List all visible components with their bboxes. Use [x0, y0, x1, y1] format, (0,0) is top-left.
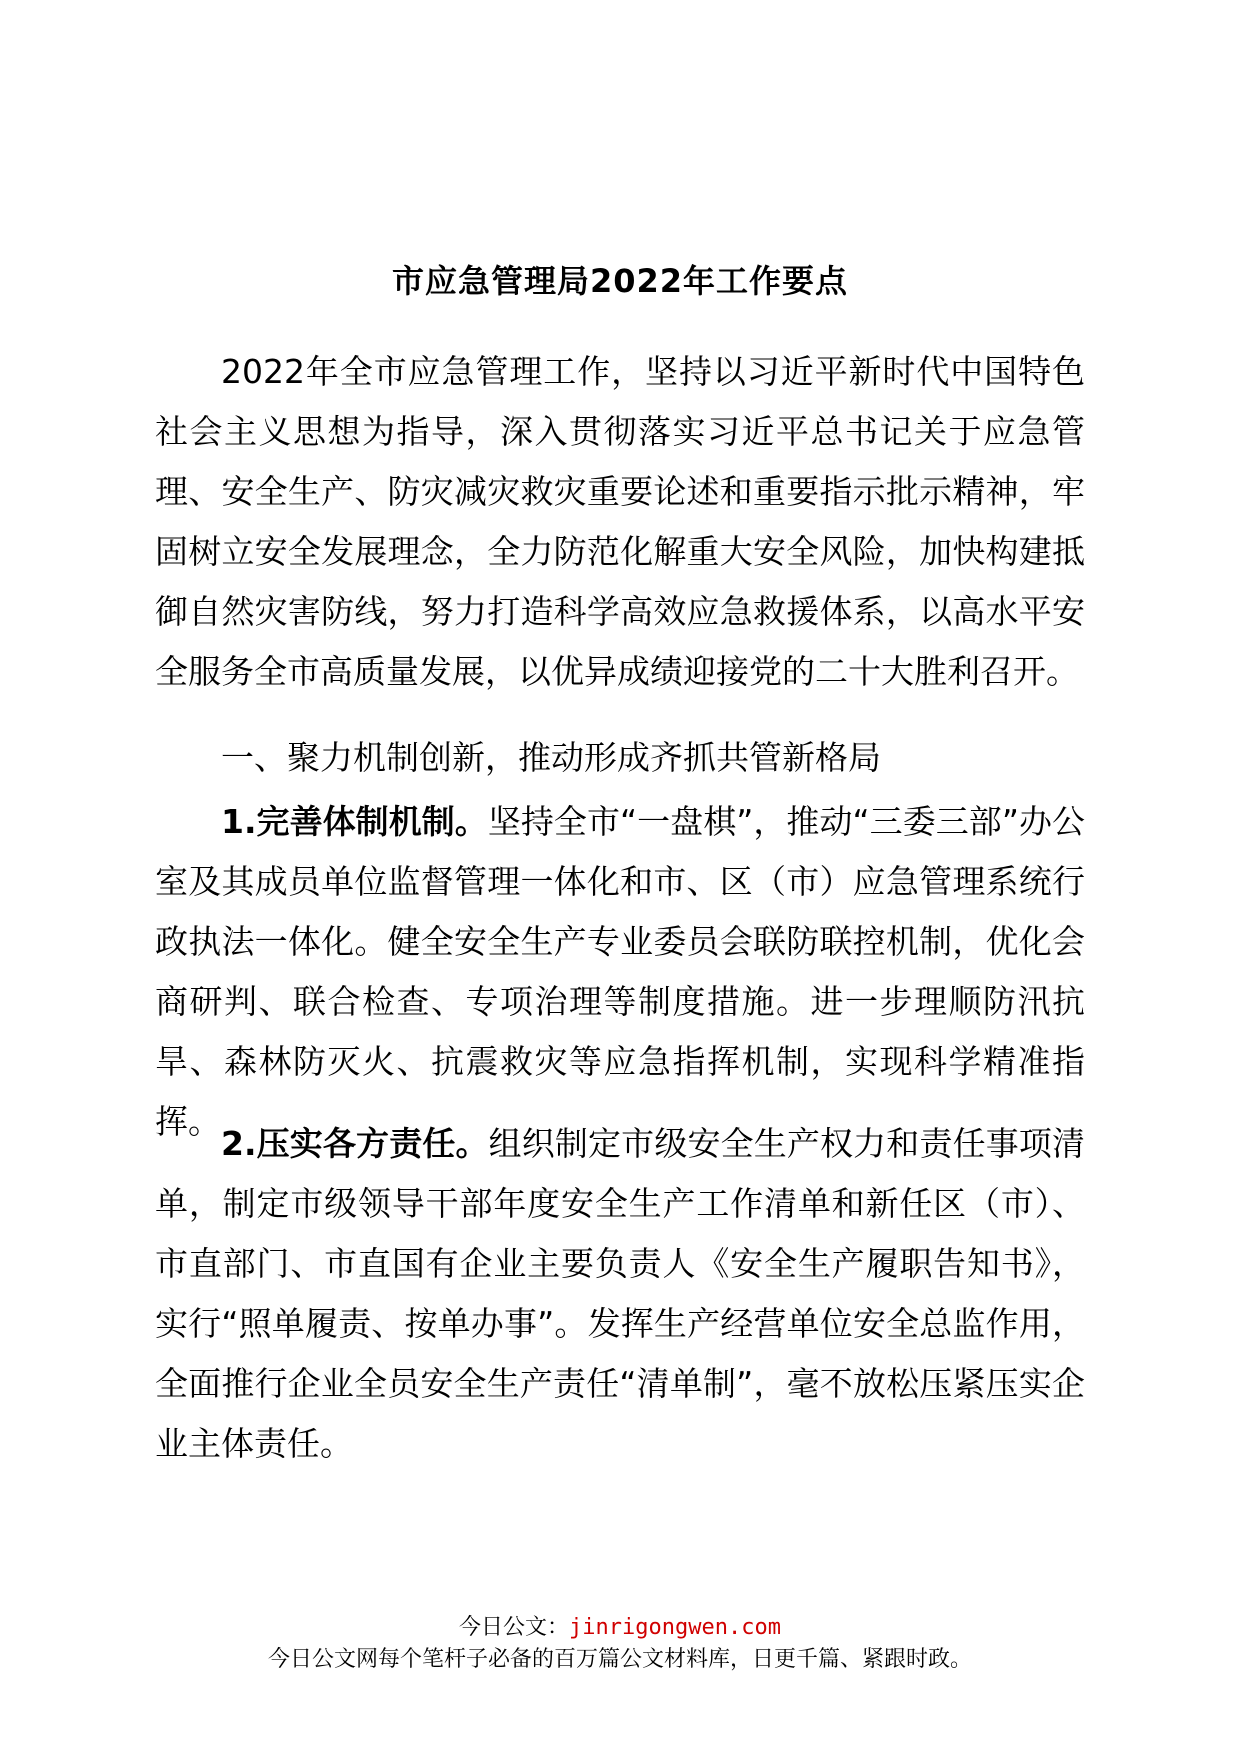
item-2-text — [155, 1114, 1085, 1474]
item-2-lead: 2.压实各方责任。 — [221, 1124, 489, 1163]
item-1-body: 坚持全市“一盘棋”，推动“三委三部”办公室及其成员单位监督管理一体化和市、区（市）应急管理系统行政执法一体化。健全安全生产专业委员会联防联控机制，优化会商研判、联合检查、专项治理等制度措施。进一步理顺防汛抗旱、森林防灭火、抗震救灾等应急指挥机制，实现科学精准指挥。 — [155, 802, 1085, 1141]
footer-slogan: 今日公文网每个笔杆子必备的百万篇公文材料库，日更千篇、紧跟时政。 — [267, 1647, 972, 1672]
item-paragraph-2 — [155, 1114, 1085, 1474]
intro-text: 2022年全市应急管理工作，坚持以习近平新时代中国特色社会主义思想为指导，深入贯彻落实习近平总书记关于应急管理、安全生产、防灾减灾救灾重要论述和重要指示批示精神，牢固树立安全发展理念，全力防范化解重大安全风险，加快构建抵御自然灾害防线，努力打造科学高效应急救援体系，以高水平安全服务全市高质量发展，以优异成绩迎接党的二十大胜利召开。 — [155, 352, 1085, 691]
section-heading-text: 一、聚力机制创新，推动形成齐抓共管新格局 — [221, 738, 881, 777]
item-2-body: 组织制定市级安全生产权力和责任事项清单，制定市级领导干部年度安全生产工作清单和新任区（市）、市直部门、市直国有企业主要负责人《安全生产履职告知书》，实行“照单履责、按单办事”。发挥生产经营单位安全总监作用，全面推行企业全员安全生产责任“清单制”，毫不放松压紧压实企业主体责任。 — [155, 1124, 1086, 1463]
item-paragraph-1 — [155, 792, 1085, 1152]
footer-url-link[interactable]: jinrigongwen.com — [569, 1615, 781, 1640]
intro-paragraph — [155, 342, 1085, 702]
section-heading — [155, 728, 1085, 788]
item-1-text — [155, 792, 1085, 1152]
page-title: 市应急管理局2022年工作要点 — [391, 262, 849, 300]
item-1-lead: 1.完善体制机制。 — [221, 802, 488, 841]
footer-site-line — [0, 1610, 1240, 1641]
footer-label: 今日公文： — [459, 1615, 570, 1640]
